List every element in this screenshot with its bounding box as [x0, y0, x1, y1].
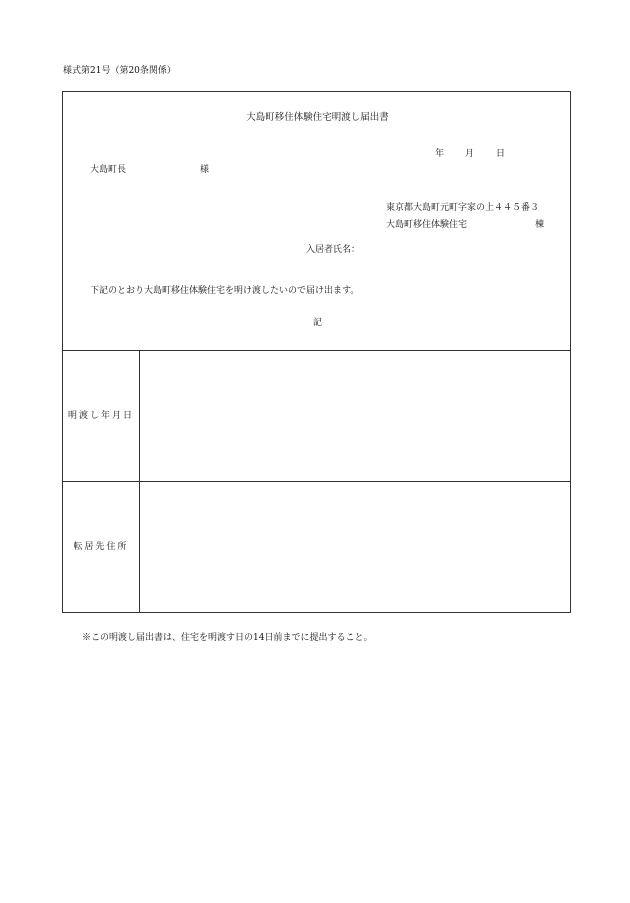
resident-name-label: 入居者氏名：: [306, 245, 361, 255]
house-name: 大島町移住体験住宅: [386, 220, 468, 230]
ki-heading: 記: [312, 318, 322, 328]
form-number: 様式第21号（第20条関係）: [63, 66, 176, 76]
form-title: 大島町移住体験住宅明渡し届出書: [246, 112, 389, 123]
table-row-label: 明渡し年月日: [67, 410, 134, 421]
move-out-date-field[interactable]: [140, 351, 570, 481]
table-row-label: 転居先住所: [73, 541, 129, 552]
addressee-name: 大島町長: [90, 165, 127, 175]
body-text: 下記のとおり大島町移住体験住宅を明け渡したいので届け出ます。: [90, 286, 360, 296]
form-frame: [62, 91, 571, 613]
date-year-label: 年: [435, 149, 445, 159]
new-address-field[interactable]: [140, 482, 570, 612]
date-month-label: 月: [465, 149, 475, 159]
date-day-label: 日: [496, 149, 506, 159]
house-unit-suffix: 棟: [535, 220, 545, 230]
house-address: 東京都大島町元町字家の上４４５番３: [386, 203, 540, 213]
footnote: ※この明渡し届出書は、住宅を明渡す日の14日前までに提出すること。: [82, 633, 373, 643]
addressee-honorific: 様: [200, 165, 210, 175]
